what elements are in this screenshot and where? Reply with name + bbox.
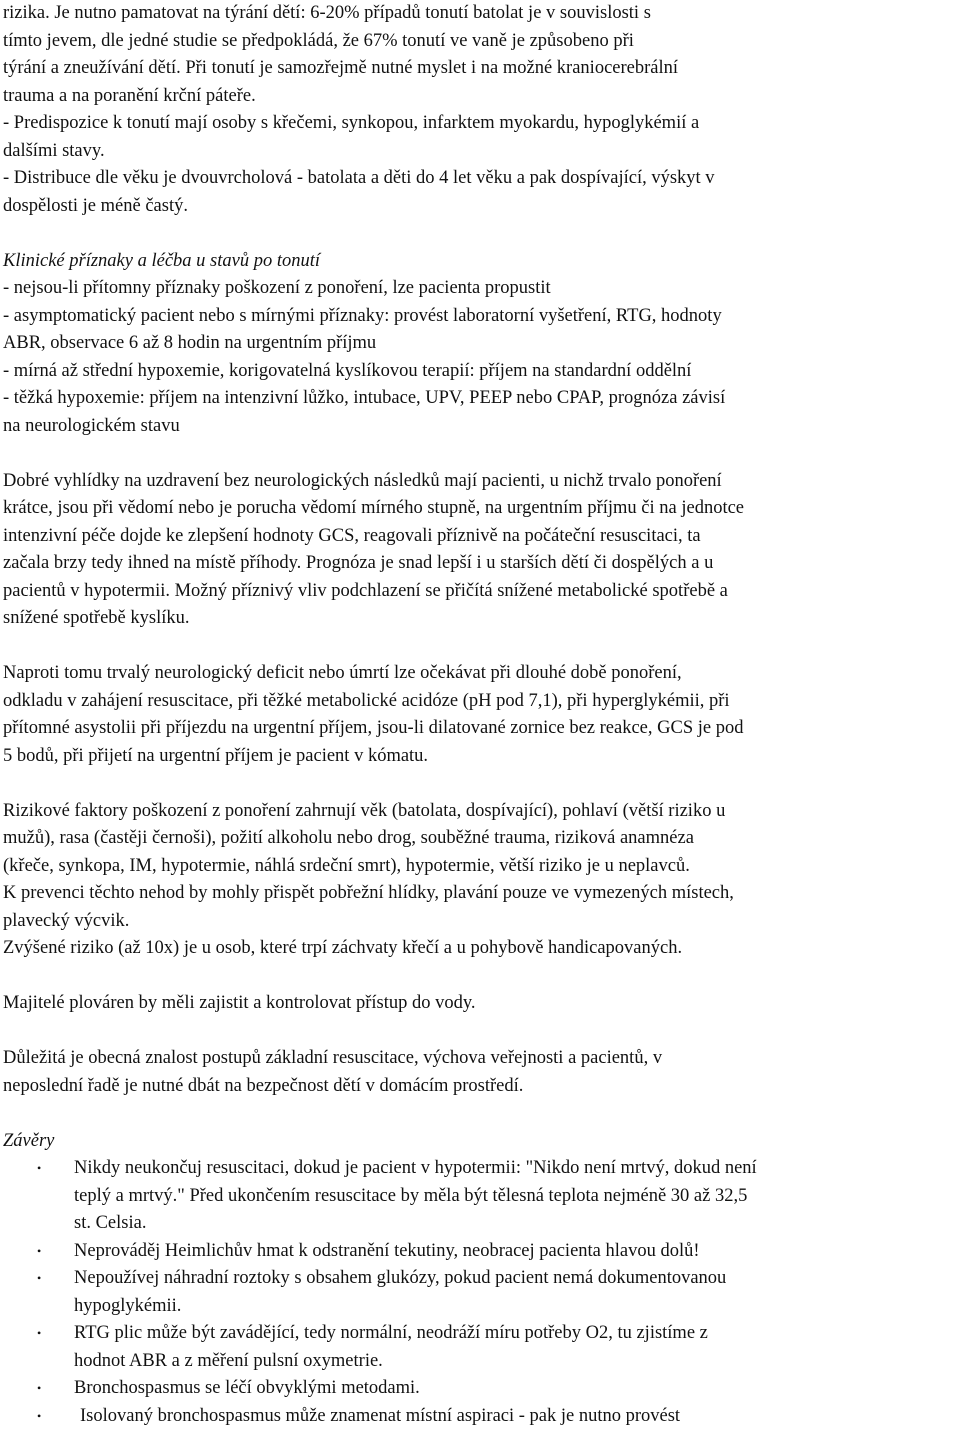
text-line: mužů), rasa (častěji černoši), požití alkoholu nebo drog, souběžné trauma, riziková anamnéza [3,828,694,848]
text-line: RTG plic může být zavádějící, tedy normální, neodráží míru potřeby O2, tu zjistíme z [74,1323,708,1343]
text-line: Isolovaný bronchospasmus může znamenat místní aspiraci - pak je nutno provést [80,1405,681,1426]
list-item [3,1375,955,1403]
text-line: týrání a zneužívání dětí. Při tonutí je samozřejmě nutné myslet i na možné kraniocerebrální [3,58,679,78]
clinical-heading: Klinické příznaky a léčba u stavů po tonutí [3,250,321,271]
text-line: pacientů v hypotermii. Možný příznivý vliv podchlazení se přičítá snížené metabolické spotřebě a [3,580,728,601]
text-line: Rizikové faktory poškození z ponoření zahrnují věk (batolata, dospívající), pohlaví (větší riziko u [3,800,726,821]
text-line: přítomné asystolii při příjezdu na urgentní příjem, jsou-li dilatované zornice bez reakce, GCS je pod [3,718,744,738]
bullet-icon: • [37,1326,42,1340]
conclusions-list [3,1155,955,1430]
bad-prognosis-paragraph [3,660,955,770]
text-line: odkladu v zahájení resuscitace, při těžké metabolické acidóze (pH pod 7,1), při hyperglykémii, při [3,690,730,711]
list-item [3,1238,955,1266]
text-line: Nikdy neukončuj resuscitaci, dokud je pacient v hypotermii: "Nikdo není mrtvý, dokud není [74,1158,757,1178]
text-line: Dobré vyhlídky na uzdravení bez neurologických následků mají pacienti, u nichž trvalo ponoření [3,470,722,491]
text-line: Neprováděj Heimlichův hmat k odstranění tekutiny, neobracej pacienta hlavou dolů! [74,1240,700,1261]
text-line: Naproti tomu trvalý neurologický deficit nebo úmrtí lze očekávat při dlouhé době ponoření, [3,663,682,683]
text-line: ABR, observace 6 až 8 hodin na urgentním příjmu [3,333,377,353]
bullet-icon: • [37,1408,42,1423]
paragraph-gap [3,963,955,991]
text-line: - Predispozice k tonutí mají osoby s křečemi, synkopou, infarktem myokardu, hypoglykémií a [3,113,700,133]
text-line: (křeče, synkopa, IM, hypotermie, náhlá srdeční smrt), hypotermie, větší riziko je u neplavců. [3,855,690,876]
text-line: plavecký výcvik. [3,910,130,931]
text-line: dalšími stavy. [3,140,105,161]
bullet-icon: • [37,1243,42,1258]
risk-factors-paragraph [3,798,955,963]
list-item [3,1403,955,1430]
text-line: rizika. Je nutno pamatovat na týrání dětí: 6-20% případů tonutí batolat je v souvislosti s [3,3,651,23]
text-line: 5 bodů, při přijetí na urgentní příjem je pacient v kómatu. [3,745,429,766]
text-line: hypoglykémii. [74,1295,182,1316]
education-paragraph [3,1045,955,1100]
text-line: intenzivní péče dojde ke zlepšení hodnoty GCS, reagovali příznivě na počáteční resuscitaci, ta [3,525,701,546]
bullet-icon: • [37,1161,42,1175]
pools-paragraph [3,990,955,1018]
paragraph-gap [3,440,955,468]
text-line: Zvýšené riziko (až 10x) je u osob, které trpí záchvaty křečí a u pohybově handicapovaných. [3,938,683,958]
paragraph-gap [3,1018,955,1046]
text-line: - těžká hypoxemie: příjem na intenzivní lůžko, intubace, UPV, PEEP nebo CPAP, prognóza závisí [3,388,726,408]
text-line: teplý a mrtvý." Před ukončením resuscitace by měla být tělesná teplota nejméně 30 až 32,5 [74,1185,748,1206]
conclusions-heading: Závěry [3,1130,55,1151]
text-line: - nejsou-li přítomny příznaky poškození z ponoření, lze pacienta propustit [3,278,551,298]
clinical-section [3,248,955,441]
paragraph-gap [3,220,955,248]
paragraph-gap [3,633,955,661]
document-page [3,0,955,1430]
text-line: - mírná až střední hypoxemie, korigovatelná kyslíkovou terapií: příjem na standardní oddělní [3,360,692,381]
intro-paragraph [3,0,955,220]
text-line: dospělosti je méně častý. [3,195,188,216]
good-prognosis-paragraph [3,468,955,633]
text-line: hodnot ABR a z měření pulsní oxymetrie. [74,1350,383,1371]
text-line: snížené spotřebě kyslíku. [3,608,190,628]
text-line: neposlední řadě je nutné dbát na bezpečnost dětí v domácím prostředí. [3,1075,524,1096]
bullet-icon: • [37,1381,42,1395]
text-line: - asymptomatický pacient nebo s mírnými příznaky: provést laboratorní vyšetření, RTG, hodnoty [3,305,722,326]
paragraph-gap [3,770,955,798]
text-line: trauma a na poranění krční páteře. [3,85,256,106]
text-line: Důležitá je obecná znalost postupů základní resuscitace, výchova veřejnosti a pacientů, v [3,1048,663,1068]
text-line: tímto jevem, dle jedné studie se předpokládá, že 67% tonutí ve vaně je způsobeno při [3,30,634,51]
paragraph-gap [3,1100,955,1128]
list-item [3,1155,955,1238]
text-line: Bronchospasmus se léčí obvyklými metodami. [74,1378,420,1398]
text-line: Majitelé plováren by měli zajistit a kontrolovat přístup do vody. [3,993,476,1013]
text-line: začala brzy tedy ihned na místě příhody. Prognóza je snad lepší i u starších dětí či dospělých a u [3,553,714,573]
text-line: st. Celsia. [74,1213,147,1233]
text-line: na neurologickém stavu [3,415,180,436]
list-item [3,1320,955,1375]
text-line: K prevenci těchto nehod by mohly přispět pobřežní hlídky, plavání pouze ve vymezených místech, [3,883,734,903]
text-line: Nepoužívej náhradní roztoky s obsahem glukózy, pokud pacient nemá dokumentovanou [74,1268,727,1288]
text-line: krátce, jsou při vědomí nebo je porucha vědomí mírného stupně, na urgentním příjmu či na jednotce [3,498,745,518]
list-item [3,1265,955,1320]
text-line: - Distribuce dle věku je dvouvrcholová - batolata a děti do 4 let věku a pak dospívající, výskyt v [3,168,715,188]
bullet-icon: • [37,1271,42,1285]
